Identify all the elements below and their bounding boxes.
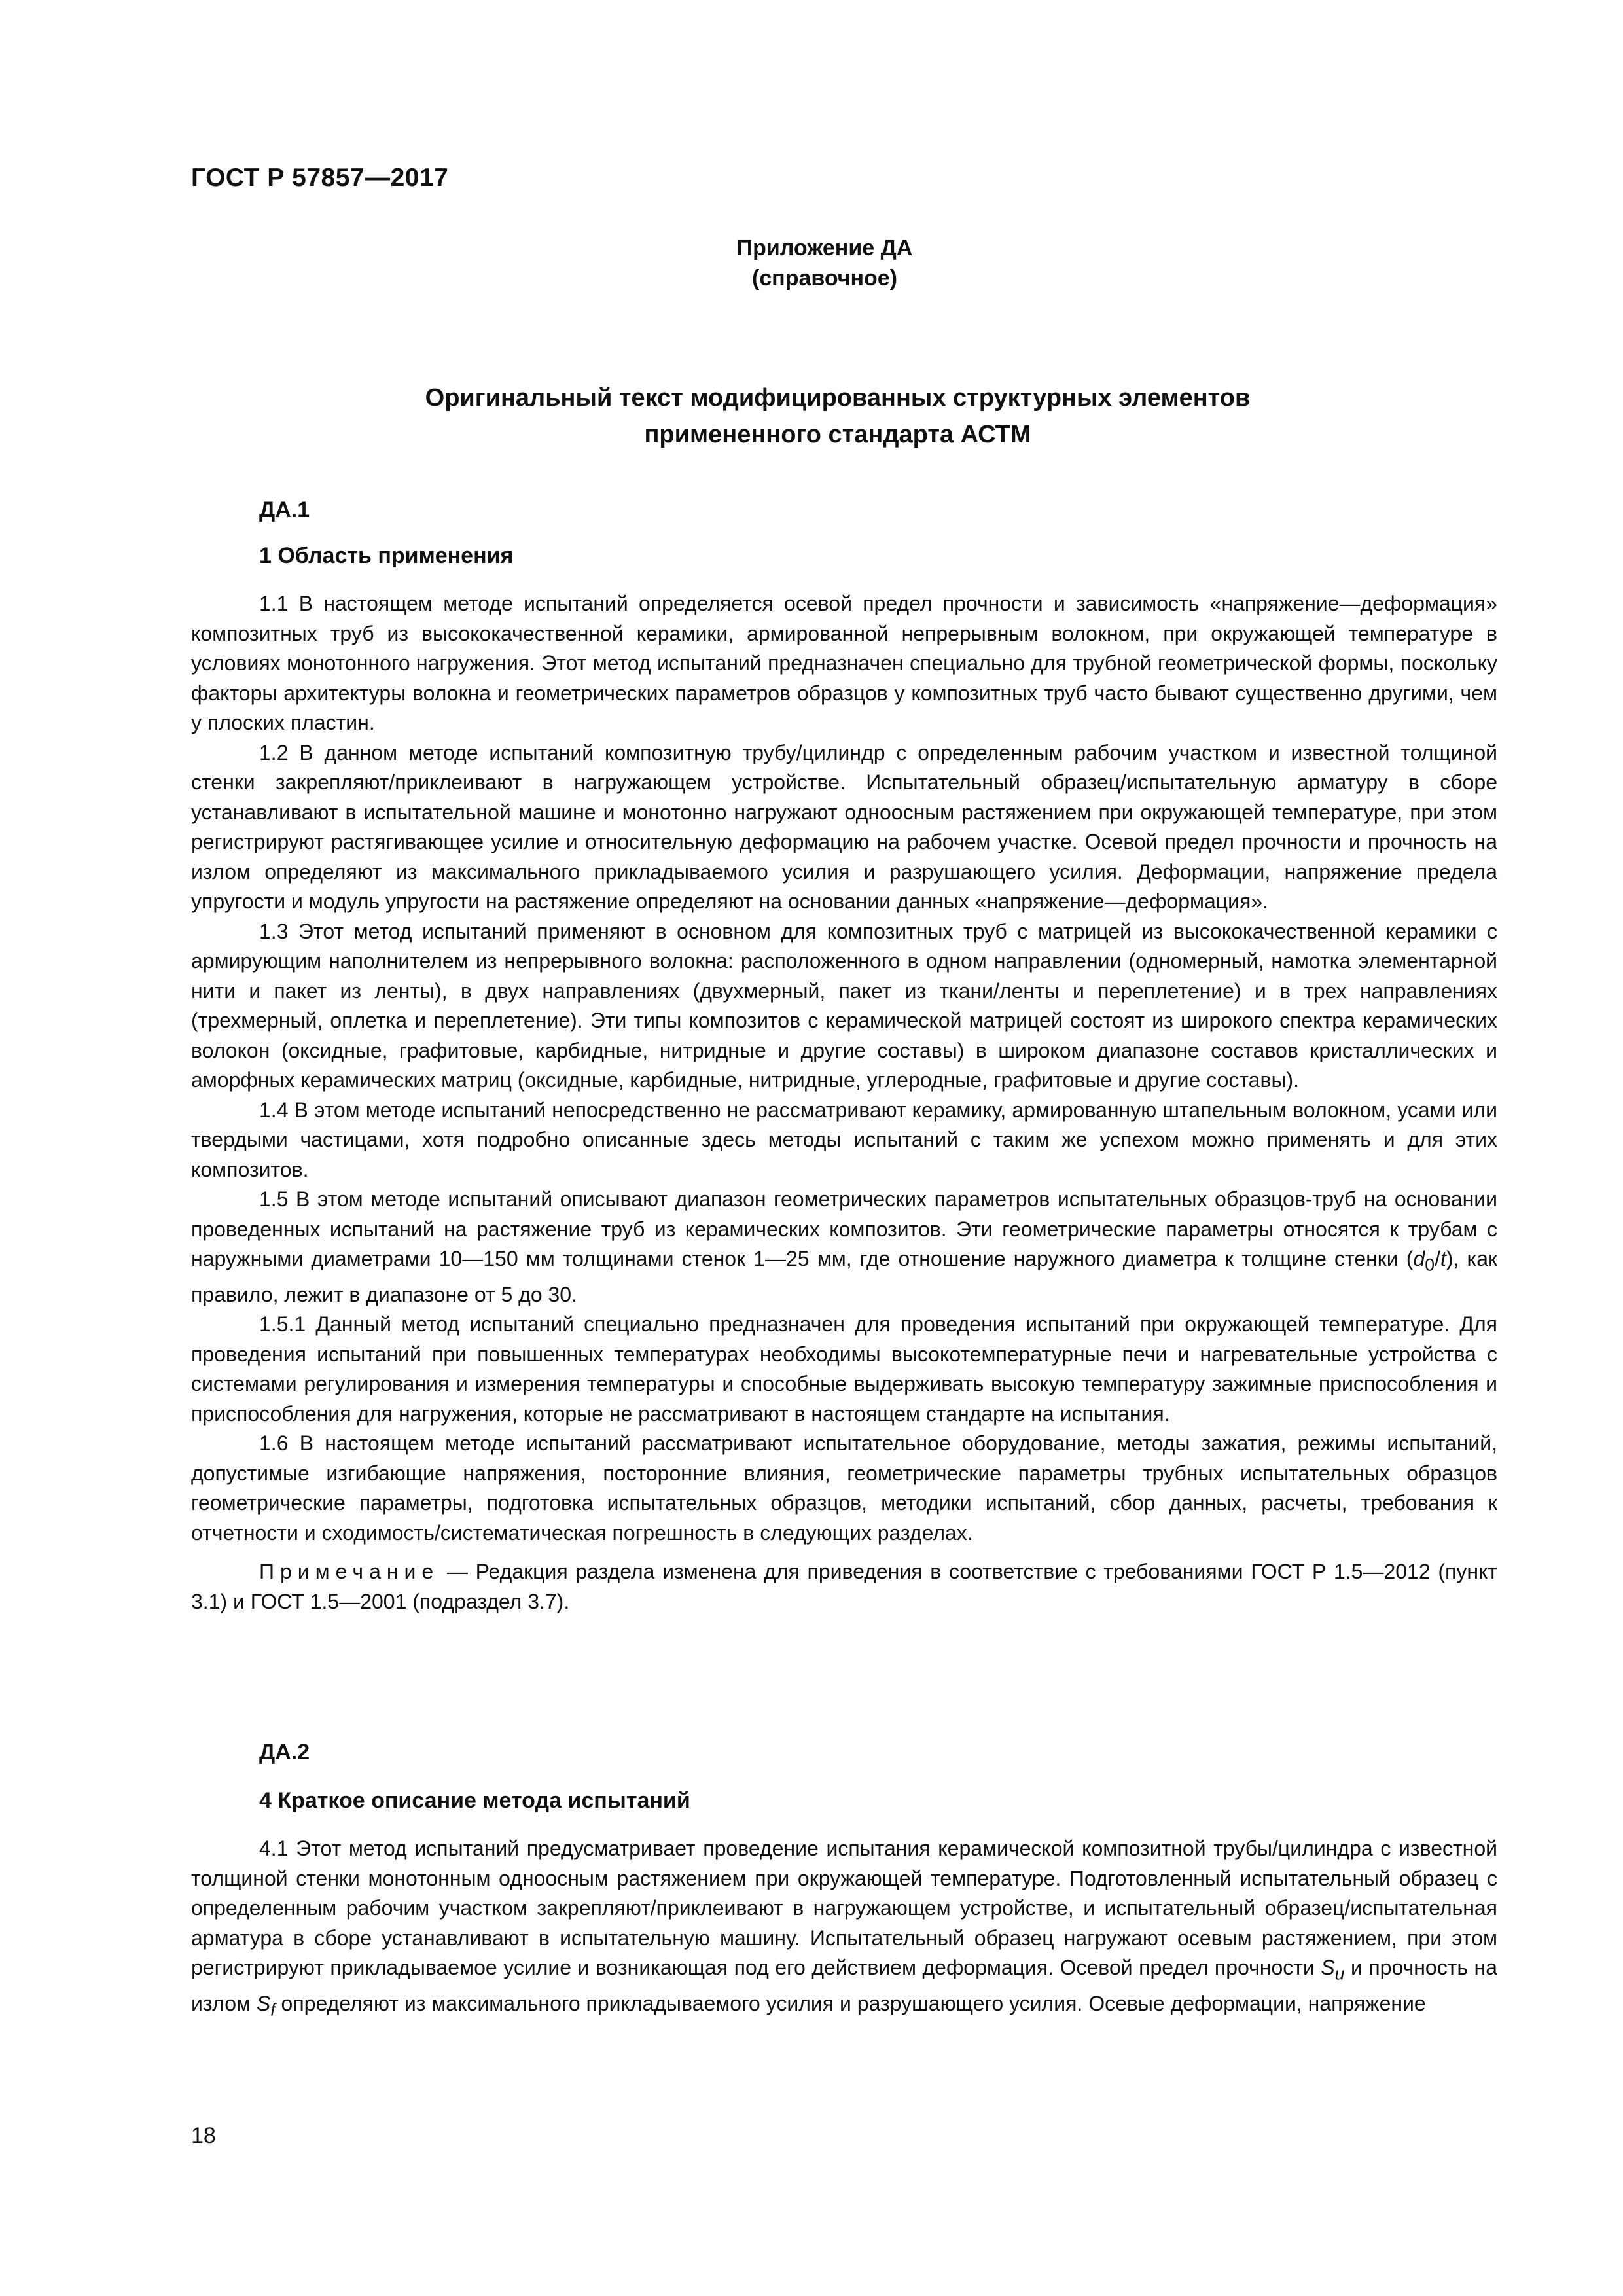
note-text: — Редакция раздела изменена для приведения в соответствие с требованиями ГОСТ Р 1.5—2012 (пункт 3.1) и ГОСТ 1.5—2001 (подраздел 3.7). bbox=[191, 1560, 1497, 1613]
main-title-line-1: Оригинальный текст модифицированных структурных элементов bbox=[425, 384, 1251, 412]
section-1-body bbox=[191, 589, 1497, 1617]
document-code: ГОСТ Р 57857—2017 bbox=[191, 164, 449, 192]
annex-type: (справочное) bbox=[751, 266, 898, 291]
paragraph-1-3: 1.3 Этот метод испытаний применяют в основном для композитных труб с матрицей из высококачественной керамики с армирующим наполнителем из непрерывного волокна: расположенного в одном направлении (одномерный, намотка элементарной нити и пакет из ленты), в двух направлениях (двухмерный, пакет из ткани/ленты и переплетение) и в трех направлениях (трехмерный, оплетка и переплетение). Эти типы композитов с керамической матрицей состоят из широкого спектра керамических волокон (оксидные, графитовые, карбидные, нитридные и другие составы) в широком диапазоне составов кристаллических и аморфных керамических матриц (оксидные, карбидные, нитридные, углеродные, графитовые и другие составы). bbox=[191, 919, 1497, 1092]
section-2-body bbox=[191, 1834, 1497, 2025]
paragraph-1-6: 1.6 В настоящем методе испытаний рассматривают испытательное оборудование, методы зажатия, режимы испытаний, допустимые изгибающие напряжения, посторонние влияния, геометрические параметры трубных испытательных образцов геометрические параметры, подготовка испытательных образцов, методики испытаний, сбор данных, расчеты, требования к отчетности и сходимость/систематическая погрешность в следующих разделах. bbox=[191, 1431, 1497, 1545]
section-heading-method-summary: 4 Краткое описание метода испытаний bbox=[259, 1788, 690, 1813]
section-label-da2: ДА.2 bbox=[259, 1740, 310, 1765]
paragraph-1-5-1: 1.5.1 Данный метод испытаний специально предназначен для проведения испытаний при окружающей температуре. Для проведения испытаний при повышенных температурах необходимы высокотемпературные печи и нагревательные устройства с системами регулирования и измерения температуры и способные выдерживать высокую температуру зажимные приспособления и приспособления для нагружения, которые не рассматривают в настоящем стандарте на испытания. bbox=[191, 1312, 1497, 1426]
page-number: 18 bbox=[191, 2123, 216, 2148]
paragraph-4-1: 4.1 Этот метод испытаний предусматривает проведение испытания керамической композитной трубы/цилиндра с известной толщиной стенки монотонным одноосным растяжением при окружающей температуре. Подготовленный испытательный образец с определенным рабочим участком закрепляют/приклеивают в нагружающем устройстве, и испытательный образец/испытательная арматура в сборе устанавливают в испытательную машину. Испытательный образец нагружают осевым растяжением, при этом регистрируют прикладываемое усилие и возникающая под его действием деформация. Осевой предел прочности $S_u$ и прочность на излом $S_f$ определяют из максимального прикладываемого усилия и разрушающего усилия. Осевые деформации, напряжение bbox=[191, 1837, 1497, 2020]
paragraph-1-2: 1.2 В данном методе испытаний композитную трубу/цилиндр с определенным рабочим участком и известной толщиной стенки закрепляют/приклеивают в нагружающем устройстве. Испытательный образец/испытательную арматуру в сборе устанавливают в испытательной машине и монотонно нагружают одноосным растяжением при окружающей температуре, при этом регистрируют растягивающее усилие и относительную деформацию на рабочем участке. Осевой предел прочности и прочность на излом определяют из максимального прикладываемого усилия и разрушающего усилия. Деформации, напряжение предела упругости и модуль упругости на растяжение определяют на основании данных «напряжение—деформация». bbox=[191, 740, 1497, 913]
paragraph-1-4: 1.4 В этом методе испытаний непосредственно не рассматривают керамику, армированную штапельным волокном, усами или твердыми частицами, хотя подробно описанные здесь методы испытаний с таким же успехом можно применять и для этих композитов. bbox=[191, 1098, 1497, 1181]
annex-title: Приложение ДА bbox=[736, 236, 913, 260]
paragraph-1-1: 1.1 В настоящем методе испытаний определяется осевой предел прочности и зависимость «напряжение—деформация» композитных труб из высококачественной керамики, армированной непрерывным волокном, при окружающей температуре в условиях монотонного нагружения. Этот метод испытаний предназначен специально для трубной геометрической формы, поскольку факторы архитектуры волокна и геометрических параметров образцов у композитных труб часто бывают существенно другими, чем у плоских пластин. bbox=[191, 592, 1497, 734]
section-label-da1: ДА.1 bbox=[259, 497, 310, 522]
note bbox=[191, 1557, 1497, 1617]
note-label: Примечание bbox=[259, 1560, 440, 1584]
main-title-line-2: примененного стандарта АСТМ bbox=[644, 421, 1031, 448]
section-heading-scope: 1 Область применения bbox=[259, 543, 514, 568]
paragraph-1-5: 1.5 В этом методе испытаний описывают диапазон геометрических параметров испытательных образцов-труб на основании проведенных испытаний на растяжение труб из керамических композитов. Эти геометрические параметры относятся к трубам с наружными диаметрами 10—150 мм толщинами стенок 1—25 мм, где отношение наружного диаметра к толщине стенки $(d_0/t)$, как правило, лежит в диапазоне от 5 до 30. bbox=[191, 1187, 1498, 1306]
